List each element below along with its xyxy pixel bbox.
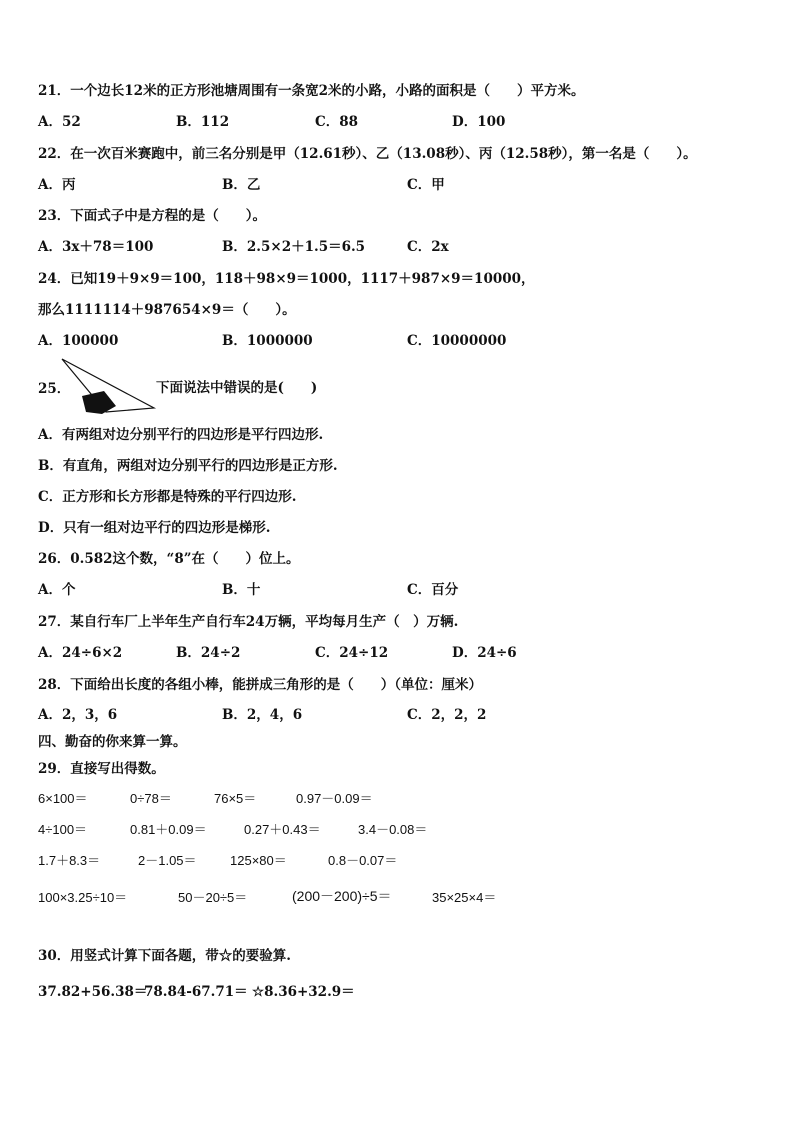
question-25-number: 25．: [38, 381, 71, 397]
calc-item: 6×100＝: [38, 791, 88, 806]
calc-item: 125×80＝: [230, 853, 287, 868]
calc-item: 2－1.05＝: [138, 853, 197, 868]
q21-option-c: C．88: [315, 114, 359, 130]
q25-option-b: B．有直角，两组对边分别平行的四边形是正方形.: [38, 458, 338, 474]
q26-option-c: C．百分: [407, 582, 459, 598]
question-24-line2: 那么1111114＋987654×9＝（ ）。: [38, 302, 296, 318]
vertical-calc-item-star: ☆8.36+32.9＝: [252, 984, 355, 1000]
q22-option-a: A．丙: [38, 177, 76, 193]
vertical-calc-item: 37.82+56.38＝: [38, 984, 148, 1000]
q21-option-d: D．100: [452, 114, 506, 130]
calc-item: (200－200)÷5＝: [292, 888, 392, 904]
question-22-text: 22．在一次百米赛跑中，前三名分别是甲（12.61秒）、乙（13.08秒）、丙（12.58秒），第一名是（ ）。: [38, 146, 697, 162]
q23-option-c: C．2x: [407, 239, 449, 255]
q27-option-c: C．24÷12: [315, 645, 389, 661]
calc-item: 0.97－0.09＝: [296, 791, 373, 806]
q27-option-d: D．24÷6: [452, 645, 517, 661]
q28-option-c: C．2，2，2: [407, 707, 487, 723]
calc-item: 1.7＋8.3＝: [38, 853, 101, 868]
q21-option-a: A．52: [38, 114, 81, 130]
vertical-calc-item: 78.84-67.71＝: [144, 984, 248, 1000]
q25-option-d: D．只有一组对边平行的四边形是梯形.: [38, 520, 271, 536]
question-29-text: 29．直接写出得数。: [38, 761, 165, 777]
calc-item: 35×25×4＝: [432, 890, 497, 905]
question-26-text: 26．0.582这个数，“8”在（ ）位上。: [38, 551, 300, 567]
q27-option-b: B．24÷2: [176, 645, 241, 661]
q23-option-a: A．3x＋78＝100: [38, 239, 154, 255]
q26-option-a: A．个: [38, 582, 76, 598]
q28-option-b: B．2，4，6: [222, 707, 303, 723]
question-23-text: 23．下面式子中是方程的是（ ）。: [38, 208, 267, 224]
q22-option-c: C．甲: [407, 177, 445, 193]
question-28-text: 28．下面给出长度的各组小棒，能拼成三角形的是（ ）（单位：厘米）: [38, 677, 483, 693]
calc-item: 76×5＝: [214, 791, 257, 806]
q24-option-a: A．100000: [38, 333, 119, 349]
q24-option-b: B．1000000: [222, 333, 313, 349]
q24-option-c: C．10000000: [407, 333, 507, 349]
calc-item: 0÷78＝: [130, 791, 172, 806]
question-27-text: 27．某自行车厂上半年生产自行车24万辆，平均每月生产（ ）万辆.: [38, 614, 459, 630]
calc-item: 0.81＋0.09＝: [130, 822, 207, 837]
q23-option-b: B．2.5×2＋1.5＝6.5: [222, 239, 366, 255]
calc-item: 3.4－0.08＝: [358, 822, 428, 837]
q25-option-a: A．有两组对边分别平行的四边形是平行四边形.: [38, 427, 324, 443]
calc-item: 0.27＋0.43＝: [244, 822, 321, 837]
q22-option-b: B．乙: [222, 177, 261, 193]
triangle-figure: [58, 356, 158, 420]
calc-item: 50－20÷5＝: [178, 890, 248, 905]
q27-option-a: A．24÷6×2: [38, 645, 123, 661]
question-24-line1: 24．已知19＋9×9＝100，118＋98×9＝1000，1117＋987×9＝10000，: [38, 271, 535, 287]
calc-item: 4÷100＝: [38, 822, 88, 837]
question-25-text: 下面说法中错误的是( ): [156, 380, 318, 396]
calc-item: 0.8－0.07＝: [328, 853, 398, 868]
question-21-text: 21．一个边长12米的正方形池塘周围有一条宽2米的小路，小路的面积是（ ）平方米。: [38, 83, 585, 99]
q21-option-b: B．112: [176, 114, 230, 130]
q26-option-b: B．十: [222, 582, 261, 598]
question-30-text: 30．用竖式计算下面各题，带☆的要验算.: [38, 948, 291, 964]
calc-item: 100×3.25÷10＝: [38, 890, 128, 905]
section-4-heading: 四、勤奋的你来算一算。: [38, 734, 187, 750]
q25-option-c: C．正方形和长方形都是特殊的平行四边形.: [38, 489, 297, 505]
q28-option-a: A．2，3，6: [38, 707, 118, 723]
